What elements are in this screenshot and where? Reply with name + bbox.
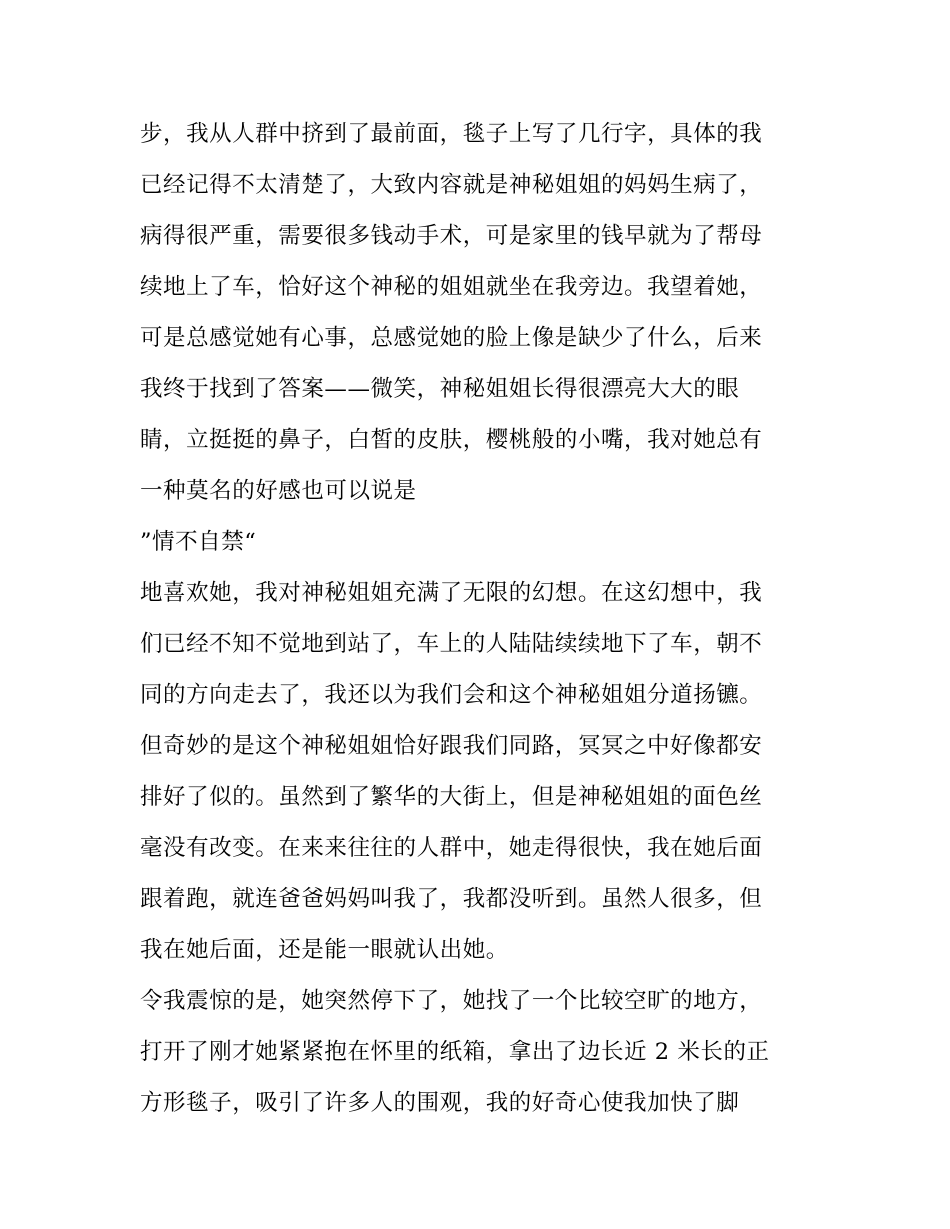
text-line: 打开了刚才她紧紧抱在怀里的纸箱，拿出了边长近 2 米长的正	[140, 1039, 770, 1065]
text-line: 跟着跑，就连爸爸妈妈叫我了，我都没听到。虽然人很多，但	[140, 886, 763, 912]
text-line: 令我震惊的是，她突然停下了，她找了一个比较空旷的地方，	[140, 988, 763, 1014]
text-line: 我终于找到了答案——微笑，神秘姐姐长得很漂亮大大的眼	[140, 376, 740, 402]
text-line: 病得很严重，需要很多钱动手术，可是家里的钱早就为了帮母	[140, 223, 763, 249]
text-line: 们已经不知不觉地到站了，车上的人陆陆续续地下了车，朝不	[140, 631, 763, 657]
text-line: 地喜欢她，我对神秘姐姐充满了无限的幻想。在这幻想中，我	[140, 580, 763, 606]
text-line: 可是总感觉她有心事，总感觉她的脸上像是缺少了什么，后来	[140, 325, 763, 351]
text-line: 一种莫名的好感也可以说是	[140, 478, 417, 504]
text-line: 方形毯子，吸引了许多人的围观，我的好奇心使我加快了脚	[140, 1090, 740, 1116]
text-line: 已经记得不太清楚了，大致内容就是神秘姐姐的妈妈生病了，	[140, 172, 763, 198]
text-line: 步，我从人群中挤到了最前面，毯子上写了几行字，具体的我	[140, 121, 763, 147]
text-line: 毫没有改变。在来来往往的人群中，她走得很快，我在她后面	[140, 835, 763, 861]
text-line: 我在她后面，还是能一眼就认出她。	[140, 937, 509, 963]
text-line: 排好了似的。虽然到了繁华的大街上，但是神秘姐姐的面色丝	[140, 784, 763, 810]
body-text	[140, 109, 820, 1129]
text-line: 续地上了车，恰好这个神秘的姐姐就坐在我旁边。我望着她，	[140, 274, 763, 300]
text-line: 同的方向走去了，我还以为我们会和这个神秘姐姐分道扬镳。	[140, 682, 763, 708]
text-line: 但奇妙的是这个神秘姐姐恰好跟我们同路，冥冥之中好像都安	[140, 733, 763, 759]
text-line: 睛，立挺挺的鼻子，白皙的皮肤，樱桃般的小嘴，我对她总有	[140, 427, 763, 453]
text-line: ”情不自禁“	[140, 529, 257, 555]
